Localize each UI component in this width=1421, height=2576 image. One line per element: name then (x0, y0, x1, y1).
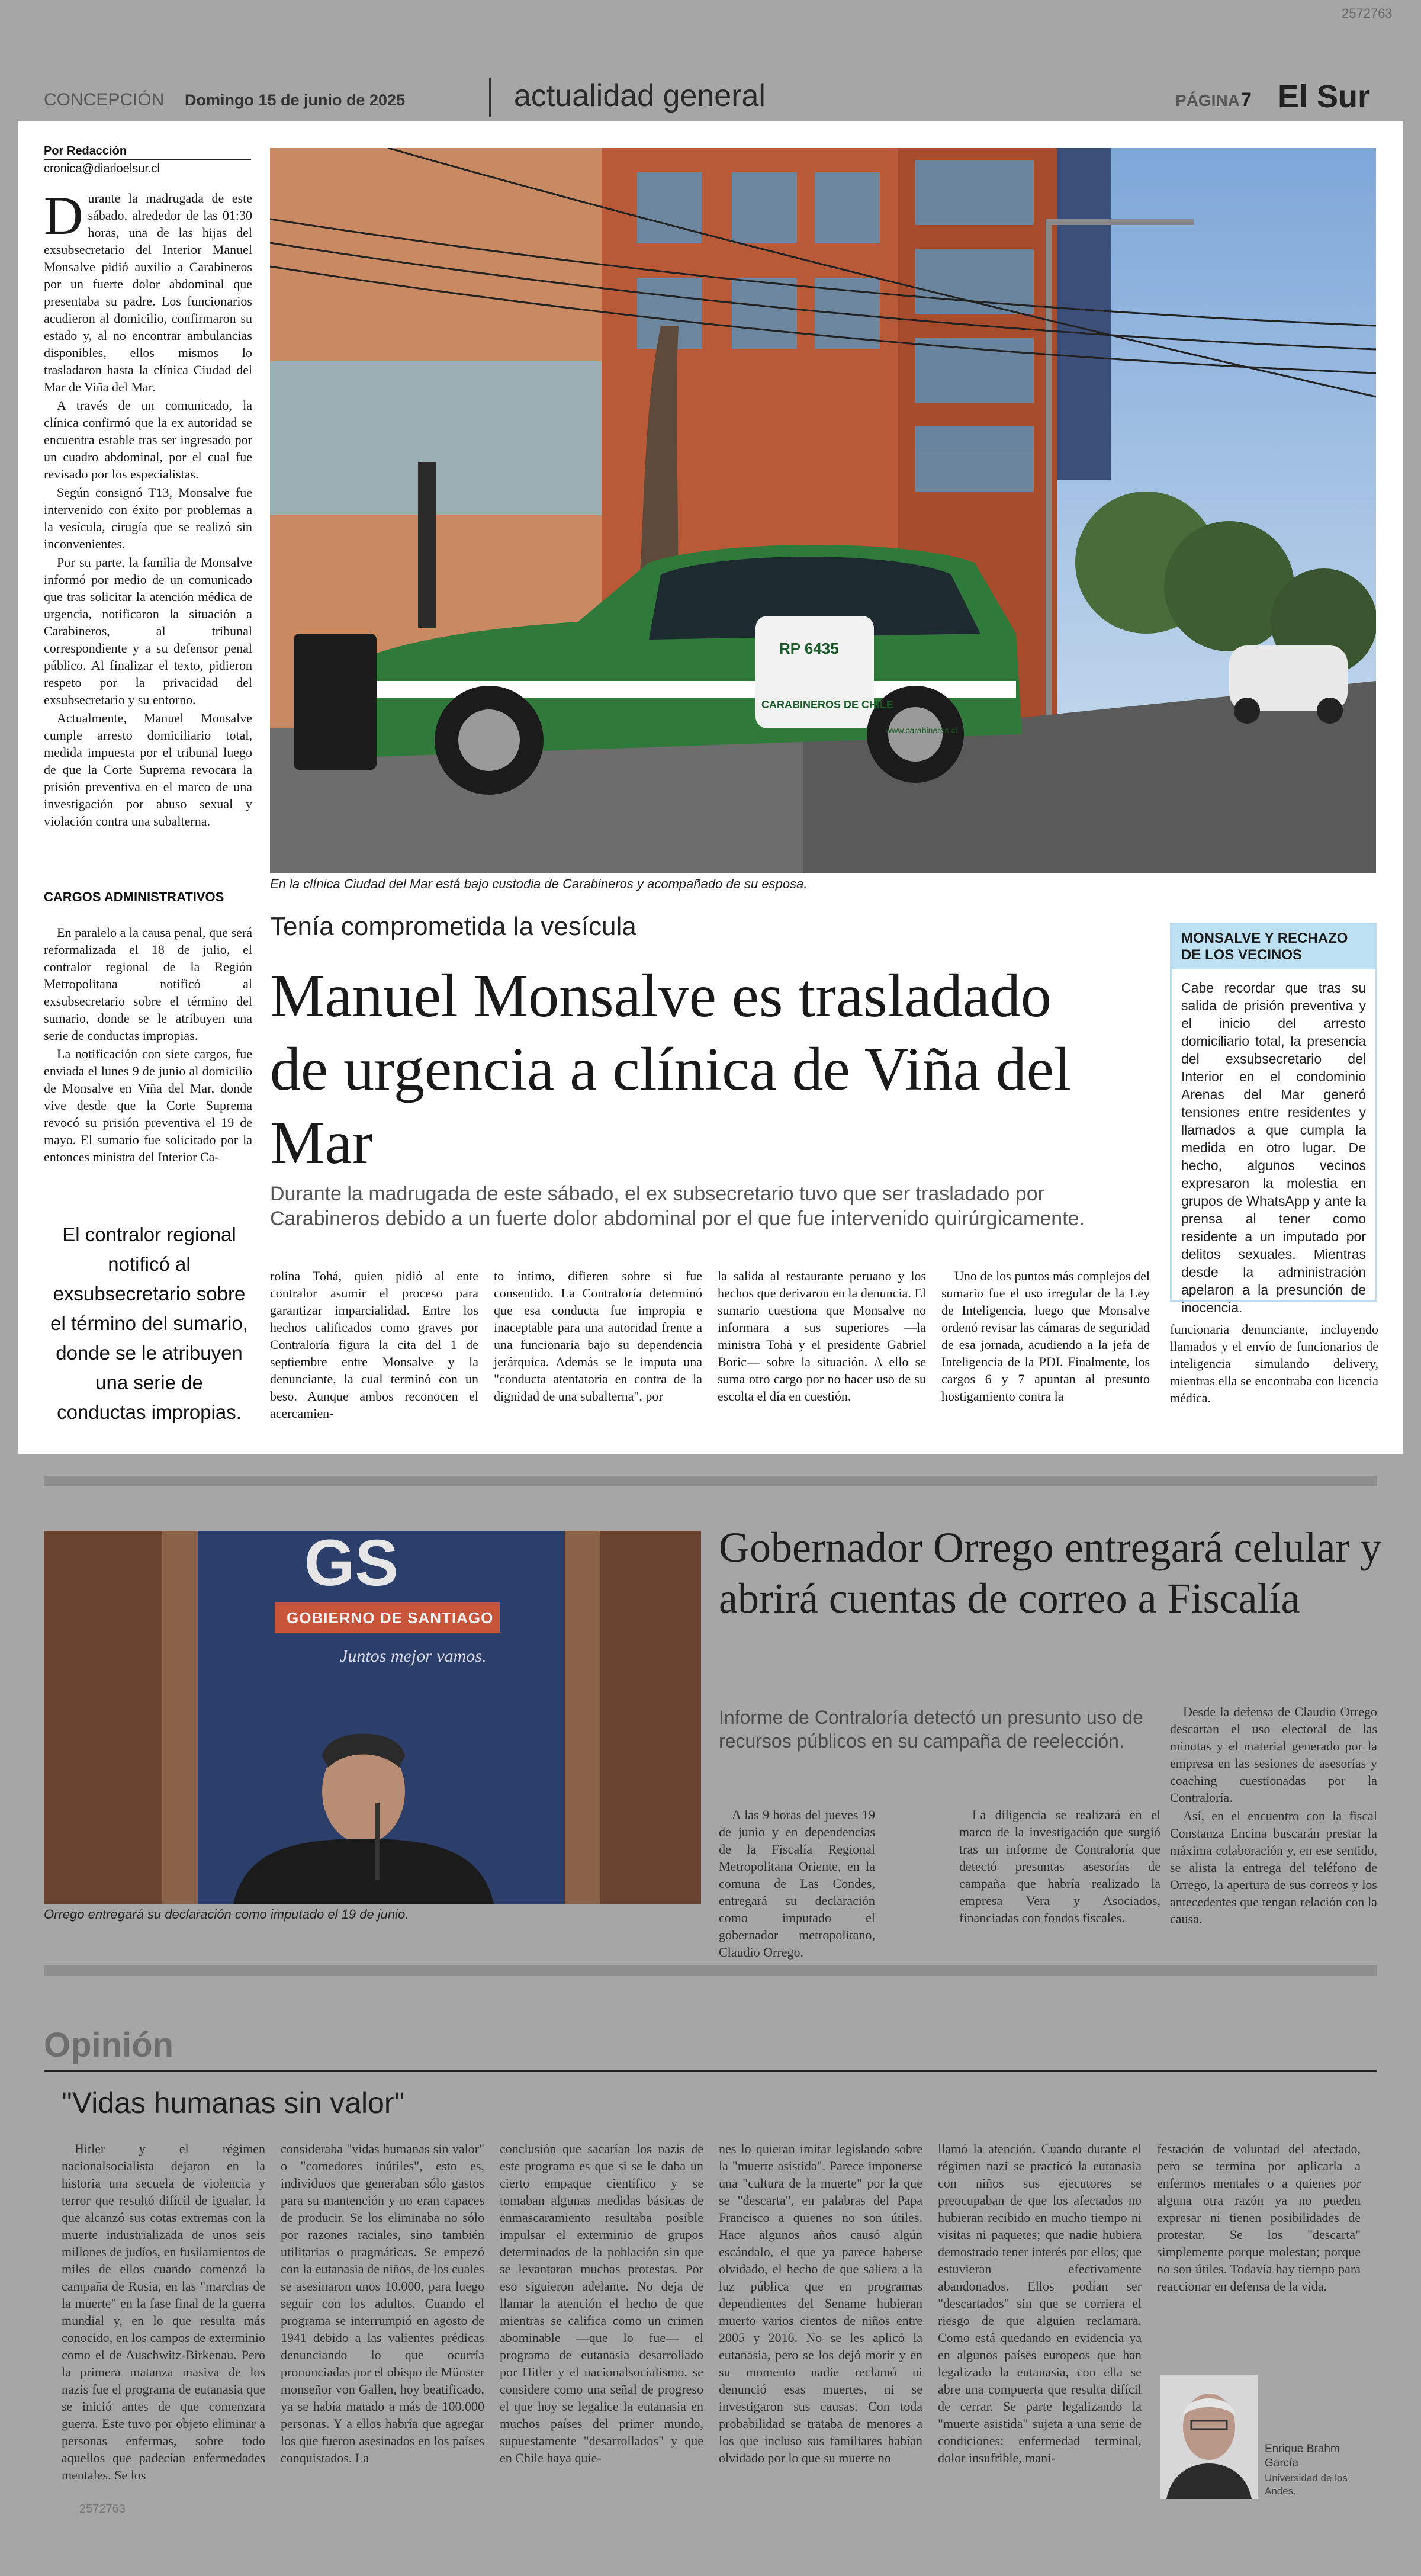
article-column-6 (1170, 1321, 1378, 1408)
paragraph: la salida al restaurante peruano y los hechos que derivaron en la denuncia. El sumario cuestiona que Monsalve no informara a sus superiores —la ministra Tohá y el presidente Gabriel Boric— sobre la situación. A ello se suma otro cargo por no hacer uso de su escolta el día en cuestión. (718, 1268, 926, 1403)
paragraph: Por su parte, la familia de Monsalve informó por medio de un comunicado que tras solicitar la atención médica de urgencia, notificaron la situación a Carabineros, al tribunal correspondiente y a su defensor penal público. Al finalizar el texto, pidieron respeto por la privacidad del exsubsecretario y su entorno. (44, 555, 252, 707)
car-web: www.carabineros.cl (886, 725, 957, 735)
article-column-4 (718, 1267, 926, 1406)
issue-date: Domingo 15 de junio de 2025 (185, 91, 406, 109)
paragraph: Así, en el encuentro con la fiscal Constanza Encina buscarán prestar la máxima colaboración y, en ese sentido, se alista la entrega del teléfono de Orrego, la apertura de sus correos y los antecedentes que tengan relación con la causa. (1170, 1809, 1377, 1926)
article-photo (270, 148, 1376, 873)
paragraph: to íntimo, difieren sobre si fue consentido. La Contraloría determinó que esa conducta fue impropia e inaceptable para una autoridad frente a una funcionaria bajo su dependencia jerárquica. Además se le imputa una "conducta atentatoria en contra de la dignidad de una subalterna", por (494, 1268, 702, 1403)
paragraph: La notificación con siete cargos, fue enviada el lunes 9 de junio al domicilio de Monsalve en Viña del Mar, donde vive desde que la Corte Suprema revocó su prisión preventiva el 19 de mayo. El sumario fue solicitado por la entonces ministra del Interior Ca- (44, 1046, 252, 1164)
opinion-column-6 (1157, 2140, 1361, 2296)
newspaper-logo: El Sur (1278, 79, 1371, 114)
article-column-3 (1170, 1703, 1377, 1929)
subheading: CARGOS ADMINISTRATIVOS (44, 889, 224, 904)
paragraph: La diligencia se realizará en el marco de la investigación que surgió tras un informe de Contraloría que detectó presuntas asesorías de campaña que habría realizado la empresa Vera y Asociados, financiadas con fondos fiscales. (959, 1807, 1160, 1925)
headline: Manuel Monsalve es trasladado de urgencia a clínica de Viña del Mar (270, 962, 1071, 1177)
paragraph: nes lo quieran imitar legislando sobre la "muerte asistida". Parece imponerse una "cultura de la muerte" por la que se "descarta", en palabras del Papa Francisco a quienes no son útiles. Hace algunos años causó algún escándalo, el que ya parece haberse olvidado, el hecho de que saliera a la luz pública que en programas dependientes del Sename hubieran muerto varios cientos de niños entre 2005 y 2016. No se les aplicó la eutanasia, pero se los dejó morir y en su momento nadie reclamó ni denunció esas muertes, ni se investigaron sus causas. Con toda probabilidad se trataba de menores a los que incluso sus familiares habían olvidado por lo que su muerte no (719, 2141, 922, 2465)
deck: Informe de Contraloría detectó un presunto uso de recursos públicos en su campaña de reelección. (719, 1707, 1143, 1752)
car-plate: RP 6435 (779, 640, 839, 657)
section-title: actualidad general (514, 79, 766, 113)
article-column-1b (44, 924, 252, 1167)
photo-slogan: Juntos mejor vamos. (340, 1646, 487, 1666)
header-divider (489, 78, 491, 117)
author-portrait (1160, 2375, 1258, 2499)
opinion-rule (44, 2070, 1377, 2072)
opinion-section-title: Opinión (44, 2026, 174, 2064)
paragraph: Desde la defensa de Claudio Orrego descartan el uso electoral de las minutas y el material generado por la empresa en las sesiones de asesorías y coaching cuestionadas por la Contraloría. (1170, 1704, 1377, 1805)
article-column-3 (494, 1267, 702, 1406)
byline-rule (44, 159, 251, 160)
kicker: Tenía comprometida la vesícula (270, 912, 636, 941)
paragraph: festación de voluntad del afectado, pero se termina por aplicarla a enfermos mentales o a quienes por alguna otra razón ya no pueden expresar ni tienen posibilidades de protestar. Se los "descarta" simplemente porque molestan; porque no son útiles. Todavía hay tiempo para reaccionar en defensa de la vida. (1157, 2141, 1361, 2294)
paragraph: A las 9 horas del jueves 19 de junio y en dependencias de la Fiscalía Regional Metropolitana Oriente, en la comuna de Las Condes, entregará su declaración como imputado el gobernador metropolitano, Claudio Orrego. (719, 1807, 875, 1960)
paragraph: consideraba "vidas humanas sin valor" o "comedores inútiles", esto es, individuos que generaban sólo gastos para su mantención y no eran capaces de producir. Se los eliminaba no sólo por razones raciales, sino también utilitarias o pragmáticas. Se empezó con la eutanasia de niños, de los cuales se asesinaron unos 10.000, para luego seguir con los adultos. Cuando el programa se interrumpió en agosto de 1941 debido a las valientes prédicas denunciando lo que ocurría pronunciadas por el obispo de Münster monseñor von Gallen, hoy beatificado, ya se había matado a más de 100.000 personas. Y a ellos habría que agregar los que fueron asesinados en los países conquistados. La (281, 2141, 484, 2465)
lead-paragraph: urante la madrugada de este sábado, alrededor de las 01:30 horas, una de las hijas del exsubsecretario del Interior Manuel Monsalve pidió auxilio a Carabineros por un fuerte dolor abdominal que presentaba su padre. Los funcionarios acudieron al domicilio, confirmaron su estado y, al no encontrar ambulancias disponibles, ellos mismos lo trasladaron hasta la clínica Ciudad del Mar de Viña del Mar. (44, 191, 252, 394)
photo-illustration (270, 148, 1376, 873)
clipping-id-bottom: 2572763 (79, 2503, 126, 2516)
paragraph: A través de un comunicado, la clínica confirmó que la ex autoridad se encuentra estable tras ser ingresado por un cuadro abdominal, por el cual fue revisado por los especialistas. (44, 398, 252, 481)
byline: Por Redacción (44, 144, 127, 158)
paragraph: Uno de los puntos más complejos del sumario fue el uso irregular de la Ley de Inteligencia, luego que Monsalve ordenó revisar las cámaras de seguridad de esa jornada, acudiendo a la jefa de Inteligencia de la PDI. Finalmente, los cargos 6 y 7 apuntan al presunto hostigamiento contra la (941, 1268, 1150, 1403)
opinion-column-4 (719, 2140, 922, 2468)
paragraph: funcionaria denunciante, incluyendo llamados y el envío de funcionarios de inteligencia simulando delivery, mientras ella se encontraba con licencia médica. (1170, 1322, 1378, 1405)
drop-cap: D (44, 185, 83, 246)
paragraph: llamó la atención. Cuando durante el régimen nazi se practicó la eutanasia con niños sus ejecutores se preocupaban de que los afectados no hubieran recibido en mucho tiempo ni visitas ni paquetes; que nadie hubiera demostrado tener interés por ellos; que estuvieran efectivamente abandonados. Ellos podían ser "descartados" sin que se corriera el riesgo de que alguien reclamara. Como está quedando en evidencia ya en algunos países europeos que han legalizado la eutanasia, con ella se abre una compuerta que resulta difícil de cerrar. Se parte legalizando la "muerte asistida" sujeta a una serie de condiciones: enfermedad terminal, dolor insufrible, mani- (938, 2141, 1142, 2465)
opinion-column-1 (62, 2140, 265, 2485)
article-column-1 (44, 185, 252, 831)
city-label: CONCEPCIÓN (44, 90, 165, 110)
section-divider (44, 1476, 1377, 1486)
author-name: Enrique Brahm García (1265, 2443, 1340, 2469)
photo-sign: GOBIERNO DE SANTIAGO (287, 1609, 494, 1627)
headline: Gobernador Orrego entregará celular y abrirá cuentas de correo a Fiscalía (719, 1524, 1382, 1622)
article-column-5 (941, 1267, 1150, 1406)
section-divider (44, 1965, 1377, 1976)
paragraph: Hitler y el régimen nacionalsocialista dejaron en la historia una secuela de violencia y terror que resultó difícil de igualar, la que alcanzó sus cotas extremas con la muerte industrializada de unos seis millones de judíos, en fusilamientos de miles de ellos cuando comenzó la campaña de Rusia, en las "marchas de la muerte" en la fase final de la guerra mundial y, en lo que resulta más conocido, en los campos de exterminio como el de Auschwitz-Birkenau. Pero la primera matanza masiva de los nazis fue el programa de eutanasia que se inició antes de que comenzara guerra. Este tuvo por objeto eliminar a personas enfermas, sobre todo aquellos que padecían enfermedades mentales. Se los (62, 2141, 265, 2482)
sidebar-title: MONSALVE Y RECHAZO DE LOS VECINOS (1172, 924, 1375, 969)
article-column-2 (270, 1267, 478, 1423)
photo-caption: Orrego entregará su declaración como imputado el 19 de junio. (44, 1907, 409, 1922)
author-affiliation: Universidad de los Andes. (1265, 2472, 1348, 2497)
opinion-column-2 (281, 2140, 484, 2468)
paragraph: En paralelo a la causa penal, que será reformalizada el 18 de julio, el contralor regional de la Región Metropolitana notificó al exsubsecretario sobre el término del sumario, donde se le atribuyen una serie de conductas impropias. (44, 925, 252, 1043)
car-text: CARABINEROS DE CHILE (761, 699, 894, 711)
page-number: 7 (1241, 89, 1252, 110)
byline-email: cronica@diarioelsur.cl (44, 162, 160, 175)
deck: Durante la madrugada de este sábado, el ex subsecretario tuvo que ser trasladado por Carabineros debido a un fuerte dolor abdominal por el que fue intervenido quirúrgicamente. (270, 1183, 1085, 1230)
governor-photo (44, 1531, 701, 1904)
paragraph: Según consignó T13, Monsalve fue intervenido con éxito por problemas a la vesícula, cirugía que se realizó sin inconvenientes. (44, 485, 252, 551)
paragraph: conclusión que sacarían los nazis de este programa es que si se le daba un cierto empaque científico y se tomaban algunas medidas básicas de enmascaramiento resultaba posible impulsar el exterminio de grupos determinados de la población sin que se levantaran muchas protestas. Por eso siguieron adelante. No deja de llamar la atención el hecho de que mientras se califica como un crimen abominable —que lo fue— el programa de eutanasia desarrollado por Hitler y el nacionalsocialismo, se considere como una señal de progreso el que hoy se legalice la eutanasia en muchos países del primer mundo, supuestamente "desarrollados" y que en Chile haya quie- (500, 2141, 703, 2465)
photo-caption: En la clínica Ciudad del Mar está bajo custodia de Carabineros y acompañado de su esposa. (270, 876, 808, 891)
photo-logo: GS (304, 1531, 398, 1599)
author-photo (1160, 2375, 1258, 2499)
article-column-2 (959, 1806, 1160, 1928)
page-header (0, 0, 1421, 121)
paragraph: rolina Tohá, quien pidió al ente contralor asumir el proceso para garantizar imparcialidad. Entre los hechos calificados como graves por Contraloría figura la cita del 1 de septiembre entre Monsalve y la denunciante, la cual terminó con un beso. Aunque ambos reconocen el acercamien- (270, 1268, 478, 1421)
paragraph: Actualmente, Manuel Monsalve cumple arresto domiciliario total, medida impuesta por el tribunal luego de que la Corte Suprema revocara la prisión preventiva en el marco de una investigación por abuso sexual y violación contra una subalterna. (44, 711, 252, 828)
sidebar-text: Cabe recordar que tras su salida de prisión preventiva y el inicio del arresto domiciliario total, la presencia del exsubsecretario del Interior en el condominio Arenas del Mar generó tensiones entre residentes y llamados a que cumpla la medida en otro lugar. De hecho, algunos vecinos expresaron la molestia en grupos de WhatsApp y ante la prensa al tener como residente a un imputado por delitos sexuales. Mientras desde la administración apelaron a la presunción de inocencia. (1181, 980, 1366, 1315)
pull-quote: El contralor regional notificó al exsubsecretario sobre el término del sumario, donde se le atribuyen una serie de conductas impropias. (50, 1223, 248, 1423)
clipping-id: 2572763 (1342, 6, 1393, 21)
opinion-column-5 (938, 2140, 1142, 2468)
page-label: PÁGINA (1175, 91, 1240, 110)
sidebar-box (1170, 923, 1377, 1315)
opinion-column-3 (500, 2140, 703, 2468)
opinion-title: "Vidas humanas sin valor" (62, 2086, 405, 2119)
article-column-1 (719, 1806, 875, 1962)
